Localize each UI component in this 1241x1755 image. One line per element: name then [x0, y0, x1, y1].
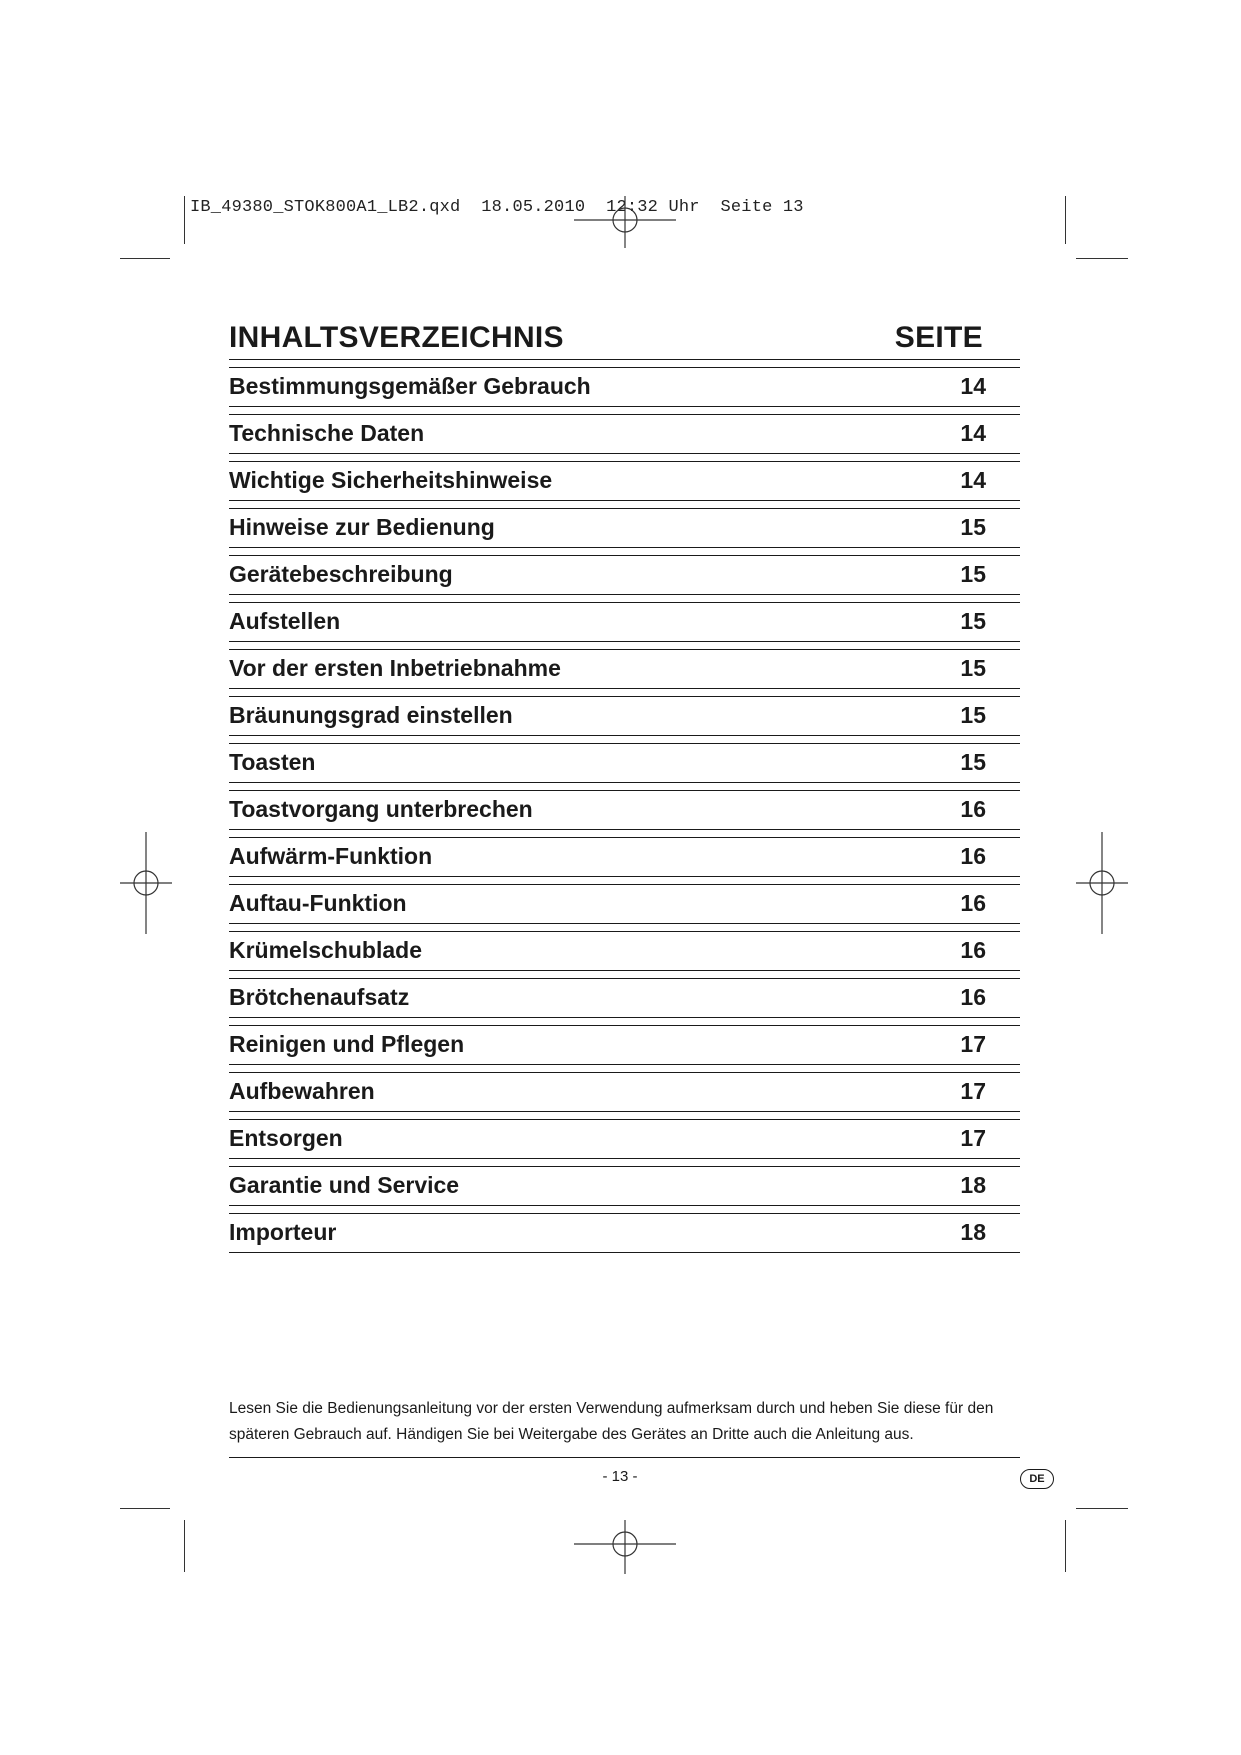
footer-divider: [229, 1457, 1020, 1458]
toc-row[interactable]: [229, 1025, 1020, 1065]
toc-row[interactable]: [229, 978, 1020, 1018]
page-column-heading: SEITE: [894, 321, 983, 354]
toc-entry-page: 18: [960, 1219, 986, 1245]
toc-row[interactable]: [229, 649, 1020, 689]
toc-entry-page: 16: [960, 984, 986, 1010]
page-title: INHALTSVERZEICHNIS: [229, 321, 564, 354]
footer-note: Lesen Sie die Bedienungsanleitung vor der ersten Verwendung aufmerksam durch und heben Sie diese für den späteren Gebrauch auf. Händigen Sie bei Weitergabe des Gerätes an Dritte auch die Anleitung aus.: [229, 1400, 994, 1443]
toc-row[interactable]: [229, 508, 1020, 548]
toc-row[interactable]: [229, 1213, 1020, 1253]
toc-entry-page: 17: [960, 1031, 986, 1057]
page-number: - 13 -: [602, 1468, 638, 1485]
toc-entry-page: 17: [960, 1078, 986, 1104]
crop-mark-bottom-right-horizontal: [1076, 1508, 1128, 1509]
toc-row[interactable]: [229, 931, 1020, 971]
toc-entry-page: 14: [960, 420, 986, 446]
toc-entry-label: Auftau-Funktion: [229, 890, 407, 916]
toc-entry-label: Toastvorgang unterbrechen: [229, 796, 533, 822]
toc-header: [229, 318, 1002, 362]
toc-entry-page: 14: [960, 373, 986, 399]
toc-row[interactable]: [229, 1072, 1020, 1112]
registration-mark-right-icon: [1076, 832, 1128, 934]
toc-entry-label: Technische Daten: [229, 420, 425, 446]
toc-entry-page: 15: [960, 561, 986, 587]
registration-mark-top-icon: [574, 196, 676, 248]
toc-entry-page: 15: [960, 655, 986, 681]
toc-entry-label: Reinigen und Pflegen: [229, 1031, 465, 1057]
toc-entry-label: Brötchenaufsatz: [229, 984, 410, 1010]
toc-entry-page: 14: [960, 467, 986, 493]
toc-entry-label: Garantie und Service: [229, 1172, 460, 1198]
toc-entry-label: Bräunungsgrad einstellen: [229, 702, 513, 728]
toc-entry-page: 16: [960, 890, 986, 916]
toc-entry-label: Hinweise zur Bedienung: [229, 514, 495, 540]
toc-entry-page: 16: [960, 843, 986, 869]
toc-entry-page: 15: [960, 749, 986, 775]
crop-mark-top-right-vertical: [1065, 196, 1066, 244]
registration-mark-left-icon: [120, 832, 172, 934]
crop-mark-top-right-horizontal: [1076, 258, 1128, 259]
toc-entry-page: 15: [960, 702, 986, 728]
toc-row[interactable]: [229, 367, 1020, 407]
toc-row[interactable]: [229, 790, 1020, 830]
toc-entry-label: Vor der ersten Inbetriebnahme: [229, 655, 561, 681]
toc-entry-page: 15: [960, 514, 986, 540]
toc-entry-page: 16: [960, 796, 986, 822]
toc-row[interactable]: [229, 602, 1020, 642]
toc-entry-label: Aufstellen: [229, 608, 341, 634]
toc-row[interactable]: [229, 1166, 1020, 1206]
toc-entry-label: Gerätebeschreibung: [229, 561, 453, 587]
crop-mark-top-left-vertical: [184, 196, 185, 244]
toc-entry-page: 18: [960, 1172, 986, 1198]
table-of-contents: [229, 359, 1020, 1253]
crop-mark-bottom-right-vertical: [1065, 1520, 1066, 1572]
toc-entry-label: Aufbewahren: [229, 1078, 375, 1104]
toc-row[interactable]: [229, 884, 1020, 924]
toc-row[interactable]: [229, 1119, 1020, 1159]
toc-entry-label: Wichtige Sicherheitshinweise: [229, 467, 553, 493]
toc-row[interactable]: [229, 461, 1020, 501]
toc-entry-label: Bestimmungsgemäßer Gebrauch: [229, 373, 591, 399]
toc-entry-page: 15: [960, 608, 986, 634]
toc-entry-label: Importeur: [229, 1219, 337, 1245]
language-badge: DE: [1020, 1469, 1054, 1489]
toc-entry-label: Krümelschublade: [229, 937, 422, 963]
toc-entry-page: 17: [960, 1125, 986, 1151]
crop-mark-bottom-left-horizontal: [120, 1508, 170, 1509]
toc-entry-label: Toasten: [229, 749, 316, 775]
registration-mark-bottom-icon: [574, 1520, 676, 1574]
crop-mark-bottom-left-vertical: [184, 1520, 185, 1572]
print-slug-line: IB_49380_STOK800A1_LB2.qxd 18.05.2010 12:32 Uhr Seite 13: [190, 198, 804, 217]
crop-mark-top-left-horizontal: [120, 258, 170, 259]
toc-row[interactable]: [229, 696, 1020, 736]
toc-entry-label: Entsorgen: [229, 1125, 343, 1151]
toc-entry-label: Aufwärm-Funktion: [229, 843, 433, 869]
toc-row[interactable]: [229, 555, 1020, 595]
toc-row[interactable]: [229, 837, 1020, 877]
toc-row[interactable]: [229, 743, 1020, 783]
toc-entry-page: 16: [960, 937, 986, 963]
toc-row[interactable]: [229, 414, 1020, 454]
